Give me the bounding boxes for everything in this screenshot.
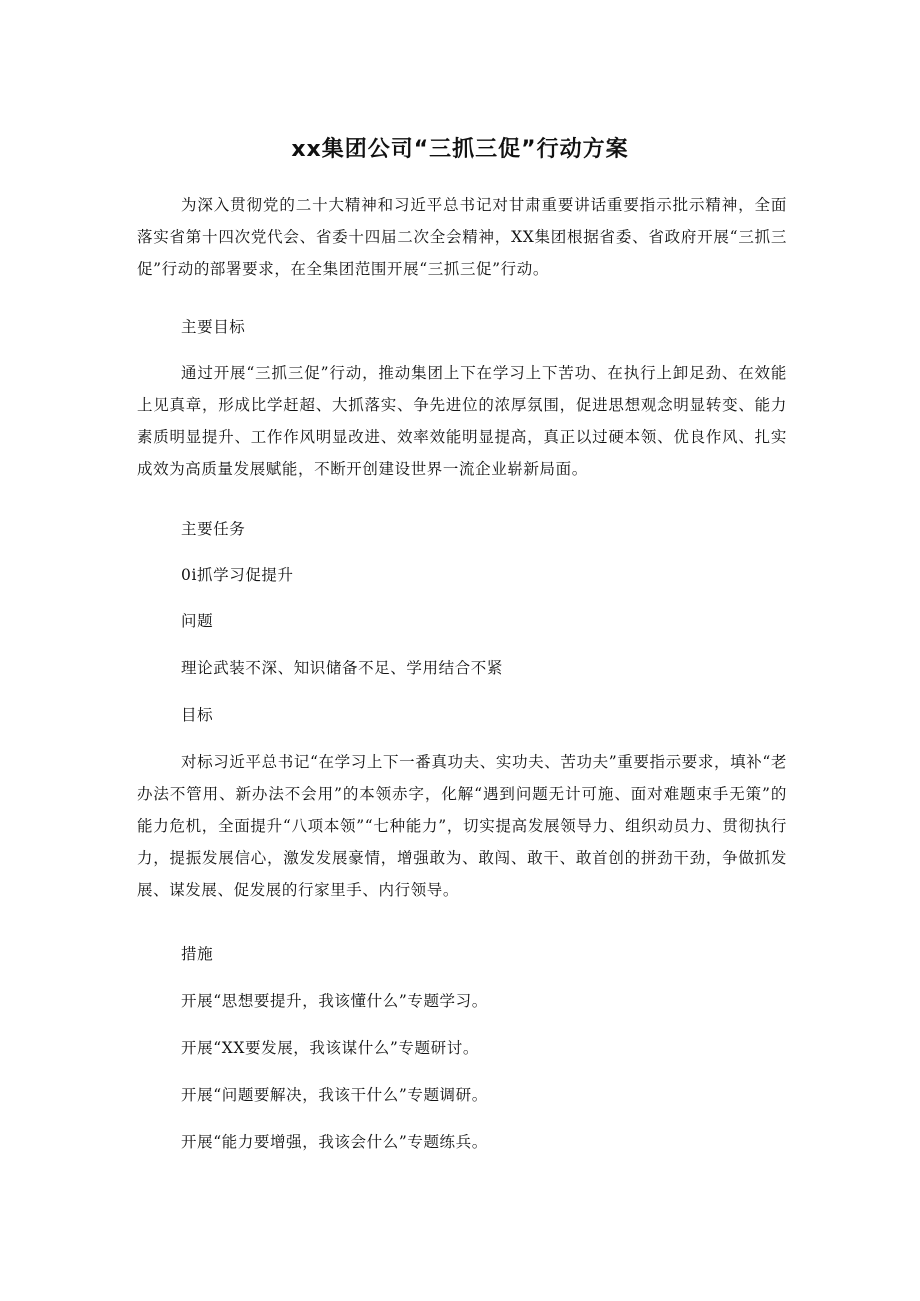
measure-item: 开展“问题要解决，我该干什么”专题调研。 (181, 1086, 488, 1104)
target-heading: 目标 (181, 706, 214, 724)
measure-item: 开展“能力要增强，我该会什么”专题练兵。 (181, 1133, 488, 1151)
tasks-heading: 主要任务 (181, 520, 246, 538)
document-title: xx集团公司“三抓三促”行动方案 (291, 137, 629, 162)
task1-heading: 0i抓学习促提升 (181, 566, 294, 584)
measure-item: 开展“XX要发展，我该谋什么”专题研讨。 (181, 1039, 479, 1057)
intro-paragraph: 为深入贯彻党的二十大精神和习近平总书记对甘肃重要讲话重要指示批示精神，全面落实省第十四次党代会、省委十四届二次全会精神，XX集团根据省委、省政府开展“三抓三促”行动的部署要求，在全集团范围开展“三抓三促”行动。 (137, 196, 787, 278)
measures-heading: 措施 (181, 945, 214, 963)
goals-heading: 主要目标 (181, 318, 246, 336)
measure-item: 开展“思想要提升，我该懂什么”专题学习。 (181, 992, 488, 1010)
goals-paragraph: 通过开展“三抓三促”行动，推动集团上下在学习上下苦功、在执行上卸足劲、在效能上见真章，形成比学赶超、大抓落实、争先进位的浓厚氛围，促进思想观念明显转变、能力素质明显提升、工作作风明显改进、效率效能明显提高，真正以过硬本领、优良作风、扎实成效为高质量发展赋能，不断开创建设世界一流企业崭新局面。 (137, 364, 787, 478)
problem-text: 理论武装不深、知识储备不足、学用结合不紧 (181, 659, 504, 677)
target-paragraph: 对标习近平总书记“在学习上下一番真功夫、实功夫、苦功夫”重要指示要求，填补“老办法不管用、新办法不会用”的本领赤字，化解“遇到问题无计可施、面对难题束手无策”的能力危机，全面提升“八项本领”“七种能力”，切实提高发展领导力、组织动员力、贯彻执行力，提振发展信心，激发发展豪情，增强敢为、敢闯、敢干、敢首创的拼劲干劲，争做抓发展、谋发展、促发展的行家里手、内行领导。 (137, 753, 787, 899)
problem-heading: 问题 (181, 612, 214, 630)
